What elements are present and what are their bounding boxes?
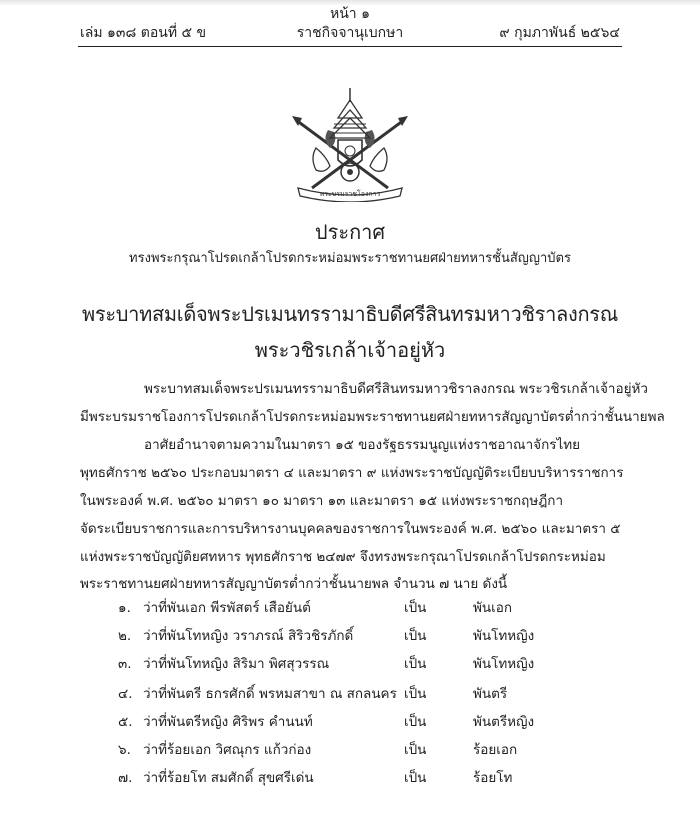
appointment-item (118, 738, 618, 764)
as-label: เป็น (404, 686, 427, 702)
page-number: หน้า ๑ (330, 6, 370, 22)
svg-text:พระบรมราชโองการ: พระบรมราชโองการ (319, 190, 381, 198)
as-label: เป็น (404, 742, 427, 758)
appointment-item (118, 624, 618, 650)
new-rank: พันโทหญิง (473, 656, 535, 672)
new-rank: พันโทหญิง (473, 628, 535, 644)
item-number: ๔. (118, 686, 133, 702)
item-number: ๖. (118, 742, 131, 758)
royal-emblem-icon (288, 88, 412, 202)
body-line: แห่งพระราชบัญญัติยศทหาร พุทธศักราช ๒๔๗๙ จึงทรงพระกรุณาโปรดเกล้าโปรดกระหม่อม (80, 549, 606, 565)
appointee-name: ว่าที่พันโทหญิง สิริมา พิศสุวรรณ (143, 656, 330, 672)
as-label: เป็น (404, 656, 427, 672)
body-line: พระราชทานยศฝ่ายทหารสัญญาบัตรต่ำกว่าชั้นนายพล จำนวน ๗ นาย ดังนี้ (80, 576, 508, 592)
appointee-name: ว่าที่พันตรี ธกรศักดิ์ พรหมสาขา ณ สกลนคร (143, 686, 397, 702)
new-rank: ร้อยโท (473, 770, 513, 786)
appointment-item (118, 710, 618, 736)
header-divider (78, 46, 622, 47)
king-name-line-2: พระวชิรเกล้าเจ้าอยู่หัว (254, 338, 446, 362)
item-number: ๒. (118, 628, 132, 644)
new-rank: พันตรี (473, 686, 508, 702)
as-label: เป็น (404, 628, 427, 644)
item-number: ๕. (118, 714, 133, 730)
item-number: ๗. (118, 770, 133, 786)
new-rank: พันเอก (473, 600, 513, 616)
announcement-subtitle: ทรงพระกรุณาโปรดเกล้าโปรดกระหม่อมพระราชทานยศฝ่ายทหารชั้นสัญญาบัตร (129, 251, 571, 266)
appointment-item (118, 682, 618, 708)
as-label: เป็น (404, 600, 427, 616)
item-number: ๓. (118, 656, 132, 672)
new-rank: พันตรีหญิง (473, 714, 535, 730)
king-name-line-1: พระบาทสมเด็จพระปรเมนทรรามาธิบดีศรีสินทรมหาวชิราลงกรณ (82, 302, 618, 326)
body-line: จัดระเบียบราชการและการบริหารงานบุคคลของราชการในพระองค์ พ.ศ. ๒๕๖๐ และมาตรา ๕ (80, 521, 621, 537)
appointment-item (118, 596, 618, 622)
new-rank: ร้อยเอก (473, 742, 518, 758)
appointment-item (118, 652, 618, 678)
body-line: พุทธศักราช ๒๕๖๐ ประกอบมาตรา ๔ และมาตรา ๙ แห่งพระราชบัญญัติระเบียบบริหารราชการ (80, 465, 624, 481)
body-line: ในพระองค์ พ.ศ. ๒๕๖๐ มาตรา ๑๐ มาตรา ๑๓ และมาตรา ๑๕ แห่งพระราชกฤษฎีกา (80, 493, 564, 509)
body-line: มีพระบรมราชโองการโปรดเกล้าโปรดกระหม่อมพระราชทานยศฝ่ายทหารสัญญาบัตรต่ำกว่าชั้นนายพล (80, 409, 665, 425)
gazette-name: ราชกิจจานุเบกษา (296, 25, 404, 41)
body-line: พระบาทสมเด็จพระปรเมนทรรามาธิบดีศรีสินทรมหาวชิราลงกรณ พระวชิรเกล้าเจ้าอยู่หัว (144, 381, 649, 397)
appointee-name: ว่าที่พันเอก พีรพัสตร์ เสือยันต์ (143, 600, 311, 616)
appointment-item (118, 766, 618, 792)
volume-issue: เล่ม ๑๓๘ ตอนที่ ๕ ข (80, 25, 207, 41)
item-number: ๑. (118, 600, 131, 616)
publication-date: ๙ กุมภาพันธ์ ๒๕๖๔ (499, 25, 620, 41)
appointee-name: ว่าที่พันโทหญิง วราภรณ์ สิริวชิรภักดิ์ (143, 628, 354, 644)
as-label: เป็น (404, 770, 427, 786)
announcement-title: ประกาศ (314, 220, 386, 244)
as-label: เป็น (404, 714, 427, 730)
body-line: อาศัยอำนาจตามความในมาตรา ๑๕ ของรัฐธรรมนูญแห่งราชอาณาจักรไทย (144, 437, 581, 453)
appointee-name: ว่าที่ร้อยโท สมศักดิ์ สุขศรีเด่น (143, 770, 314, 786)
appointee-name: ว่าที่พันตรีหญิง ศิริพร คำนนท์ (143, 714, 313, 730)
appointee-name: ว่าที่ร้อยเอก วิศณุกร แก้วก่อง (143, 742, 312, 758)
